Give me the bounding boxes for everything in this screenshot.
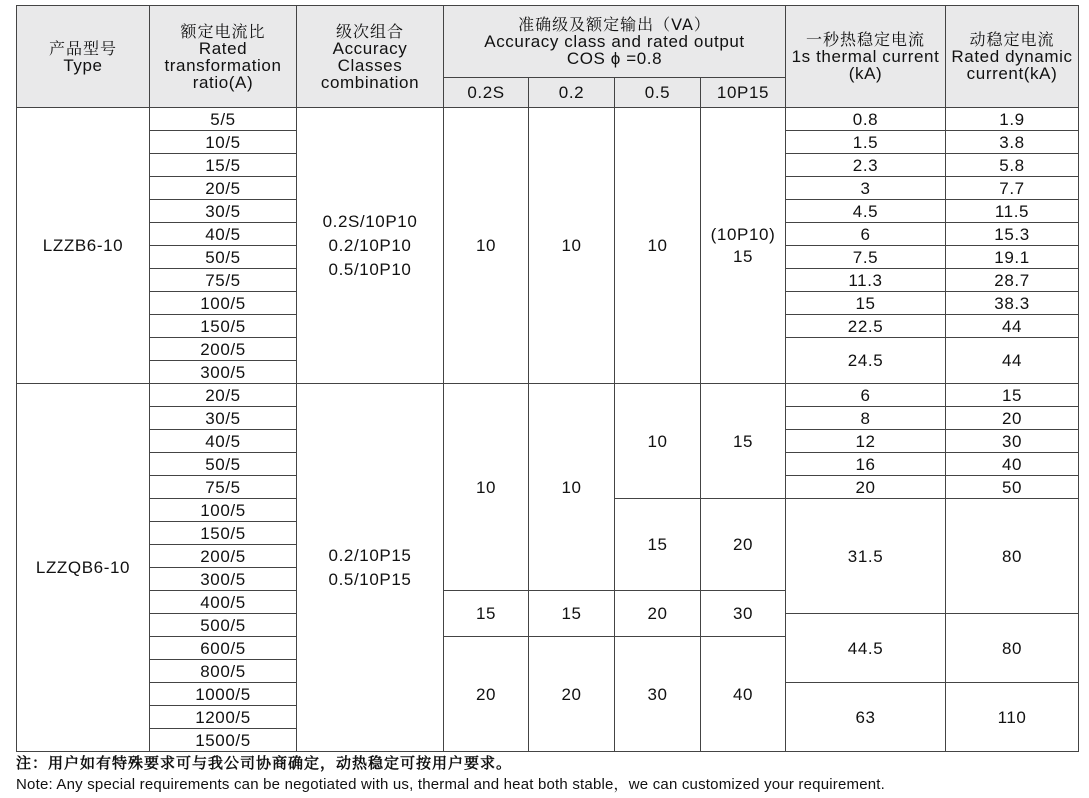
ratio-cell: 40/5 (150, 223, 297, 246)
header-thermal (786, 6, 946, 108)
output-10p: 30 (701, 591, 786, 637)
header-acc-en: Accuracy class and rated output (484, 32, 745, 51)
combination-line: 0.2/10P10 (328, 235, 412, 255)
header-thermal-cn: 一秒热稳定电流 (806, 30, 926, 49)
header-combination (297, 6, 444, 108)
header-dynamic-en2: current(kA) (966, 64, 1058, 83)
output-0.2: 10 (529, 384, 615, 591)
ratio-cell: 150/5 (150, 315, 297, 338)
output-0.5: 15 (615, 499, 701, 591)
header-combo-en2: Classes (337, 55, 403, 75)
header-ratio (150, 6, 297, 108)
spec-table-wrapper (16, 5, 1078, 752)
combination-cell (297, 108, 444, 384)
thermal-cell: 15 (786, 292, 946, 315)
header-type (17, 6, 150, 108)
output-0.2s: 15 (444, 591, 529, 637)
output-10p-value: 15 (732, 246, 754, 266)
thermal-cell: 0.8 (786, 108, 946, 131)
class-10p15: 10P15 (701, 78, 786, 108)
type-lzzqb6: LZZQB6-10 (17, 384, 150, 752)
header-ratio-en1: Rated (198, 38, 248, 58)
thermal-cell: 12 (786, 430, 946, 453)
combination-line: 0.5/10P10 (328, 259, 412, 279)
dynamic-cell: 80 (946, 499, 1079, 614)
ratio-cell: 300/5 (150, 568, 297, 591)
header-type-en: Type (63, 55, 103, 75)
thermal-cell: 44.5 (786, 614, 946, 683)
output-10p: 40 (701, 637, 786, 752)
output-0.2: 15 (529, 591, 615, 637)
ratio-cell: 100/5 (150, 292, 297, 315)
dynamic-cell: 38.3 (946, 292, 1079, 315)
output-0.5: 10 (615, 108, 701, 384)
thermal-cell: 8 (786, 407, 946, 430)
thermal-cell: 22.5 (786, 315, 946, 338)
dynamic-cell: 15.3 (946, 223, 1079, 246)
ratio-cell: 50/5 (150, 246, 297, 269)
header-dynamic-cn: 动稳定电流 (969, 30, 1055, 49)
dynamic-cell: 11.5 (946, 200, 1079, 223)
footnote-en: Note: Any special requirements can be negotiated with us, thermal and heat both stable，we can customized your requirement. (16, 776, 886, 793)
ratio-cell: 10/5 (150, 131, 297, 154)
thermal-cell: 2.3 (786, 154, 946, 177)
footnote-cn: 注：用户如有特殊要求可与我公司协商确定，动热稳定可按用户要求。 (16, 754, 513, 772)
dynamic-cell: 28.7 (946, 269, 1079, 292)
dynamic-cell: 44 (946, 315, 1079, 338)
thermal-cell: 24.5 (786, 338, 946, 384)
output-0.2: 10 (529, 108, 615, 384)
spec-table (16, 5, 1079, 752)
dynamic-cell: 40 (946, 453, 1079, 476)
header-combo-en3: combination (320, 72, 420, 92)
output-0.5: 10 (615, 384, 701, 499)
thermal-cell: 63 (786, 683, 946, 752)
dynamic-cell: 110 (946, 683, 1079, 752)
header-accuracy (444, 6, 786, 78)
dynamic-cell: 15 (946, 384, 1079, 407)
ratio-cell: 40/5 (150, 430, 297, 453)
thermal-cell: 31.5 (786, 499, 946, 614)
output-10p: 15 (701, 384, 786, 499)
ratio-cell: 1200/5 (150, 706, 297, 729)
thermal-cell: 4.5 (786, 200, 946, 223)
ratio-cell: 30/5 (150, 200, 297, 223)
header-combo-en1: Accuracy (332, 38, 408, 58)
ratio-cell: 20/5 (150, 384, 297, 407)
ratio-cell: 5/5 (150, 108, 297, 131)
ratio-cell: 400/5 (150, 591, 297, 614)
header-dynamic (946, 6, 1079, 108)
output-0.2s: 20 (444, 637, 529, 752)
output-0.2: 20 (529, 637, 615, 752)
dynamic-cell: 7.7 (946, 177, 1079, 200)
ratio-cell: 500/5 (150, 614, 297, 637)
ratio-cell: 200/5 (150, 545, 297, 568)
ratio-cell: 30/5 (150, 407, 297, 430)
combination-line: 0.2/10P15 (328, 545, 412, 565)
ratio-cell: 75/5 (150, 269, 297, 292)
ratio-cell: 150/5 (150, 522, 297, 545)
combination-line: 0.5/10P15 (328, 569, 412, 589)
dynamic-cell: 5.8 (946, 154, 1079, 177)
header-dynamic-en1: Rated dynamic (951, 47, 1073, 66)
ratio-cell: 800/5 (150, 660, 297, 683)
dynamic-cell: 3.8 (946, 131, 1079, 154)
class-0.2s: 0.2S (444, 78, 529, 108)
output-0.5: 20 (615, 591, 701, 637)
ratio-cell: 15/5 (150, 154, 297, 177)
thermal-cell: 3 (786, 177, 946, 200)
dynamic-cell: 19.1 (946, 246, 1079, 269)
header-ratio-en2: transformation (164, 55, 282, 75)
dynamic-cell: 20 (946, 407, 1079, 430)
combination-line: 0.2S/10P10 (322, 211, 418, 231)
ratio-cell: 20/5 (150, 177, 297, 200)
header-thermal-en: 1s thermal current (791, 47, 940, 66)
header-type-cn: 产品型号 (48, 38, 117, 58)
class-0.5: 0.5 (615, 78, 701, 108)
thermal-cell: 7.5 (786, 246, 946, 269)
output-10p-class: (10P10) (710, 224, 776, 244)
output-0.2s: 10 (444, 384, 529, 591)
thermal-cell: 6 (786, 384, 946, 407)
header-thermal-unit: (kA) (848, 64, 883, 83)
output-10p: 20 (701, 499, 786, 591)
ratio-cell: 75/5 (150, 476, 297, 499)
header-acc-cn: 准确级及额定输出（VA） (518, 15, 711, 34)
type-lzzb6: LZZB6-10 (17, 108, 150, 384)
combination-cell (297, 384, 444, 752)
ratio-cell: 1500/5 (150, 729, 297, 752)
ratio-cell: 50/5 (150, 453, 297, 476)
dynamic-cell: 50 (946, 476, 1079, 499)
thermal-cell: 11.3 (786, 269, 946, 292)
footnote (16, 752, 1076, 796)
header-combo-cn: 级次组合 (335, 21, 404, 41)
ratio-cell: 1000/5 (150, 683, 297, 706)
class-0.2: 0.2 (529, 78, 615, 108)
dynamic-cell: 30 (946, 430, 1079, 453)
thermal-cell: 16 (786, 453, 946, 476)
output-0.5: 30 (615, 637, 701, 752)
output-0.2s: 10 (444, 108, 529, 384)
dynamic-cell: 1.9 (946, 108, 1079, 131)
dynamic-cell: 80 (946, 614, 1079, 683)
ratio-cell: 200/5 (150, 338, 297, 361)
ratio-cell: 300/5 (150, 361, 297, 384)
thermal-cell: 20 (786, 476, 946, 499)
ratio-cell: 600/5 (150, 637, 297, 660)
thermal-cell: 6 (786, 223, 946, 246)
thermal-cell: 1.5 (786, 131, 946, 154)
header-ratio-cn: 额定电流比 (180, 21, 266, 41)
output-10p (701, 108, 786, 384)
header-ratio-en3: ratio(A) (192, 72, 254, 92)
header-acc-cos: COS ϕ =0.8 (566, 49, 663, 68)
ratio-cell: 100/5 (150, 499, 297, 522)
dynamic-cell: 44 (946, 338, 1079, 384)
